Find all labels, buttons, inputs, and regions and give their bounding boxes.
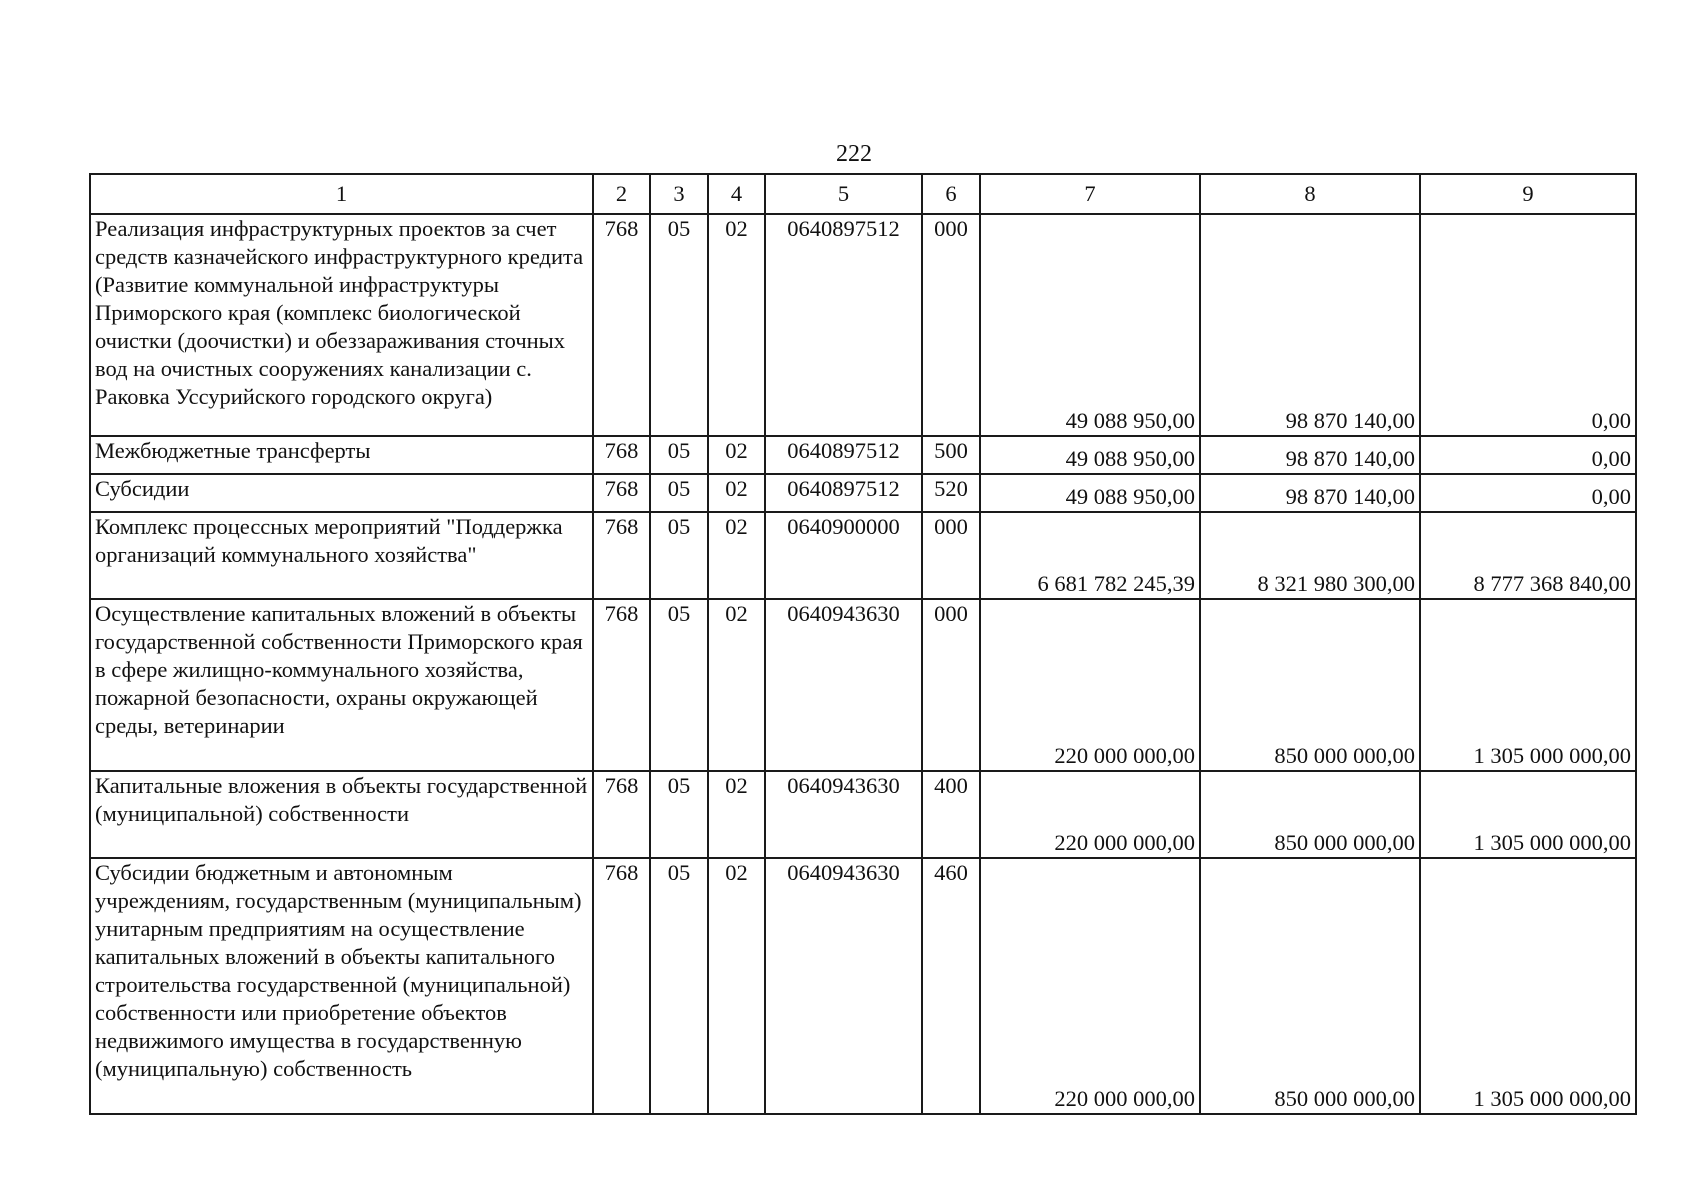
cell-col-3: 05	[650, 436, 708, 474]
cell-col-3: 05	[650, 858, 708, 1114]
cell-col-2: 768	[593, 858, 650, 1114]
row-name: Реализация инфраструктурных проектов за счет средств казначейского инфраструктурного кредита (Развитие коммунальной инфраструктуры Приморского края (комплекс биологической очистки (доочистки) и обеззараживания сточных вод на очистных сооружениях канализации с. Раковка Уссурийского городского округа)	[90, 214, 593, 436]
column-header-1: 1	[90, 174, 593, 214]
amount-col-7: 6 681 782 245,39	[980, 512, 1200, 599]
amount-col-7: 49 088 950,00	[980, 474, 1200, 512]
cell-col-2: 768	[593, 771, 650, 858]
amount-col-9: 1 305 000 000,00	[1420, 858, 1636, 1114]
table-row	[90, 771, 1636, 858]
amount-col-7: 49 088 950,00	[980, 214, 1200, 436]
cell-col-5: 0640897512	[765, 474, 922, 512]
cell-col-6: 000	[922, 599, 980, 771]
amount-col-8: 850 000 000,00	[1200, 858, 1420, 1114]
cell-col-5: 0640897512	[765, 214, 922, 436]
cell-col-6: 000	[922, 512, 980, 599]
row-name: Субсидии	[90, 474, 593, 512]
column-header-3: 3	[650, 174, 708, 214]
amount-col-9: 0,00	[1420, 214, 1636, 436]
cell-col-5: 0640897512	[765, 436, 922, 474]
cell-col-4: 02	[708, 599, 765, 771]
cell-col-5: 0640943630	[765, 599, 922, 771]
budget-table	[89, 173, 1637, 1115]
header-row	[90, 174, 1636, 214]
cell-col-2: 768	[593, 436, 650, 474]
cell-col-4: 02	[708, 474, 765, 512]
amount-col-9: 0,00	[1420, 436, 1636, 474]
cell-col-4: 02	[708, 771, 765, 858]
cell-col-3: 05	[650, 599, 708, 771]
row-name: Субсидии бюджетным и автономным учреждениям, государственным (муниципальным) унитарным предприятиям на осуществление капитальных вложений в объекты капитального строительства государственной (муниципальной) собственности или приобретение объектов недвижимого имущества в государственную (муниципальную) собственность	[90, 858, 593, 1114]
cell-col-4: 02	[708, 214, 765, 436]
cell-col-3: 05	[650, 771, 708, 858]
amount-col-9: 1 305 000 000,00	[1420, 771, 1636, 858]
amount-col-8: 850 000 000,00	[1200, 771, 1420, 858]
amount-col-7: 220 000 000,00	[980, 858, 1200, 1114]
page-number: 222	[836, 141, 872, 167]
cell-col-6: 000	[922, 214, 980, 436]
amount-col-8: 98 870 140,00	[1200, 436, 1420, 474]
column-header-8: 8	[1200, 174, 1420, 214]
column-header-2: 2	[593, 174, 650, 214]
amount-col-7: 220 000 000,00	[980, 771, 1200, 858]
cell-col-4: 02	[708, 512, 765, 599]
amount-col-7: 220 000 000,00	[980, 599, 1200, 771]
cell-col-2: 768	[593, 512, 650, 599]
cell-col-2: 768	[593, 599, 650, 771]
column-header-4: 4	[708, 174, 765, 214]
table-row	[90, 512, 1636, 599]
table-body	[90, 214, 1636, 1114]
cell-col-6: 460	[922, 858, 980, 1114]
row-name: Межбюджетные трансферты	[90, 436, 593, 474]
column-header-9: 9	[1420, 174, 1636, 214]
table-row	[90, 858, 1636, 1114]
amount-col-8: 8 321 980 300,00	[1200, 512, 1420, 599]
table-row	[90, 599, 1636, 771]
table-row	[90, 436, 1636, 474]
row-name: Капитальные вложения в объекты государственной (муниципальной) собственности	[90, 771, 593, 858]
cell-col-3: 05	[650, 474, 708, 512]
row-name: Комплекс процессных мероприятий "Поддержка организаций коммунального хозяйства"	[90, 512, 593, 599]
amount-col-8: 98 870 140,00	[1200, 474, 1420, 512]
cell-col-5: 0640943630	[765, 771, 922, 858]
cell-col-6: 400	[922, 771, 980, 858]
column-header-5: 5	[765, 174, 922, 214]
amount-col-9: 1 305 000 000,00	[1420, 599, 1636, 771]
column-header-7: 7	[980, 174, 1200, 214]
table-row	[90, 214, 1636, 436]
cell-col-3: 05	[650, 214, 708, 436]
cell-col-2: 768	[593, 214, 650, 436]
amount-col-9: 0,00	[1420, 474, 1636, 512]
cell-col-4: 02	[708, 858, 765, 1114]
amount-col-8: 98 870 140,00	[1200, 214, 1420, 436]
table-header	[90, 174, 1636, 214]
cell-col-5: 0640943630	[765, 858, 922, 1114]
cell-col-6: 520	[922, 474, 980, 512]
column-header-6: 6	[922, 174, 980, 214]
cell-col-6: 500	[922, 436, 980, 474]
table-row	[90, 474, 1636, 512]
cell-col-2: 768	[593, 474, 650, 512]
cell-col-5: 0640900000	[765, 512, 922, 599]
cell-col-3: 05	[650, 512, 708, 599]
amount-col-8: 850 000 000,00	[1200, 599, 1420, 771]
amount-col-9: 8 777 368 840,00	[1420, 512, 1636, 599]
amount-col-7: 49 088 950,00	[980, 436, 1200, 474]
row-name: Осуществление капитальных вложений в объекты государственной собственности Приморского края в сфере жилищно-коммунального хозяйства, пожарной безопасности, охраны окружающей среды, ветеринарии	[90, 599, 593, 771]
cell-col-4: 02	[708, 436, 765, 474]
